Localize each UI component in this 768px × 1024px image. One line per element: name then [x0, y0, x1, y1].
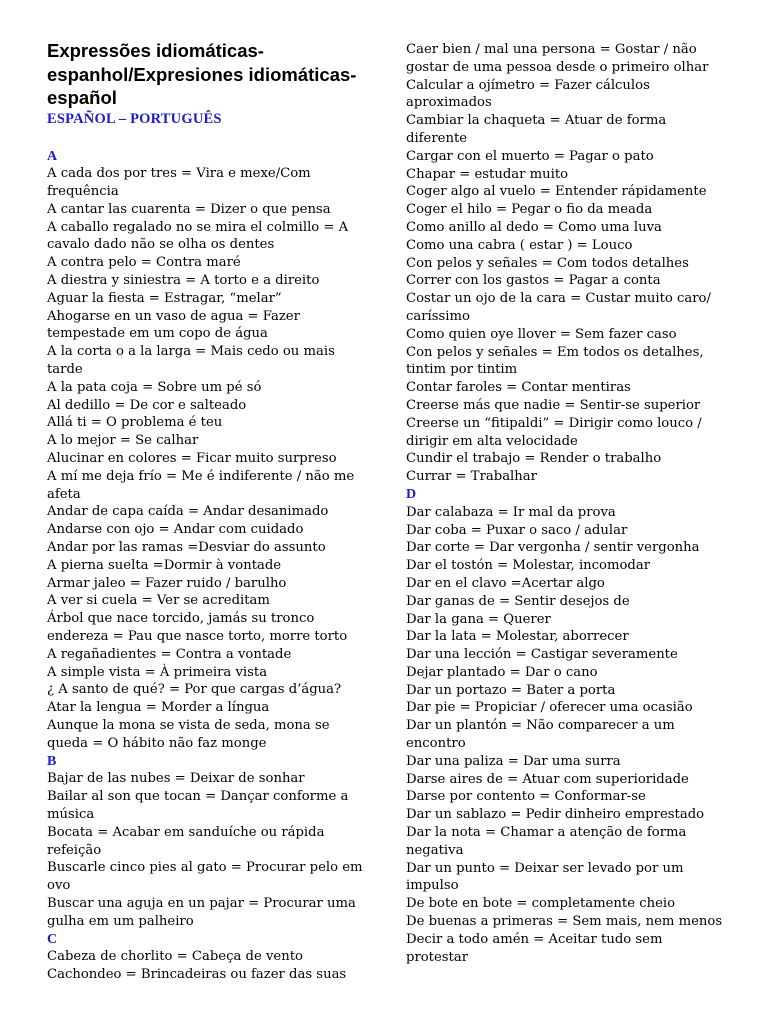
glossary-entry: Buscarle cinco pies al gato = Procurar pelo em ovo — [47, 860, 363, 894]
entry-list — [47, 948, 365, 984]
section-letter: D — [406, 486, 417, 502]
document-subtitle: ESPAÑOL – PORTUGUÊS — [47, 110, 222, 127]
glossary-entry: De buenas a primeras = Sem mais, nem menos — [406, 914, 723, 930]
glossary-entry: A diestra y siniestra = A torto e a direito — [47, 273, 320, 289]
glossary-entry: Costar un ojo de la cara = Custar muito caro/ caríssimo — [406, 291, 711, 324]
glossary-section — [47, 931, 365, 984]
glossary-section — [47, 753, 365, 931]
glossary-entry: Cundir el trabajo = Render o trabalho — [406, 451, 662, 467]
glossary-entry: Bailar al son que tocan = Dançar conforme a música — [47, 789, 349, 822]
glossary-entry: Al dedillo = De cor e salteado — [47, 397, 247, 413]
glossary-entry: Dar calabaza = Ir mal da prova — [406, 504, 616, 520]
glossary-entry: A pierna suelta =Dormir à vontade — [47, 557, 282, 573]
glossary-entry: Cambiar la chaqueta = Atuar de forma diferente — [406, 113, 667, 146]
glossary-entry: Andarse con ojo = Andar com cuidado — [47, 522, 304, 538]
glossary-section — [406, 41, 728, 486]
glossary-entry: Ahogarse en un vaso de agua = Fazer tempestade em um copo de água — [47, 308, 300, 342]
glossary-entry: Coger algo al vuelo = Entender rápidamente — [406, 184, 707, 200]
glossary-entry: A mí me deja frío = Me é indiferente / não me afeta — [47, 468, 355, 502]
glossary-entry: A lo mejor = Se calhar — [47, 433, 199, 449]
entry-list — [47, 165, 365, 752]
glossary-entry: Creerse más que nadie = Sentir-se superior — [406, 397, 701, 413]
glossary-section — [406, 486, 728, 967]
glossary-entry: A regañadientes = Contra a vontade — [47, 646, 292, 662]
glossary-entry: Dar un sablazo = Pedir dinheiro emprestado — [406, 807, 705, 823]
glossary-entry: Dar la gana = Querer — [406, 611, 551, 627]
glossary-entry: Decir a todo amén = Aceitar tudo sem protestar — [406, 931, 663, 965]
glossary-entry: Cargar con el muerto = Pagar o pato — [406, 148, 654, 164]
glossary-entry: Buscar una aguja en un pajar = Procurar uma gulha em um palheiro — [47, 895, 356, 929]
section-letter: C — [47, 931, 58, 947]
glossary-entry: Aunque la mona se vista de seda, mona se queda = O hábito não faz monge — [47, 718, 330, 751]
glossary-entry: Andar de capa caída = Andar desanimado — [47, 504, 329, 520]
left-column — [47, 39, 365, 984]
glossary-entry: Allá ti = O problema é teu — [47, 415, 223, 431]
glossary-entry: Dar ganas de = Sentir desejos de — [406, 593, 630, 609]
glossary-entry: Dar corte = Dar vergonha / sentir vergonha — [406, 540, 700, 556]
right-column — [406, 41, 728, 966]
glossary-entry: Dar coba = Puxar o saco / adular — [406, 522, 628, 538]
glossary-entry: Bocata = Acabar em sanduíche ou rápida refeição — [47, 824, 325, 858]
glossary-entry: ¿ A santo de qué? = Por que cargas d’água? — [47, 682, 342, 698]
glossary-entry: A cada dos por tres = Vira e mexe/Com frequência — [47, 166, 311, 200]
glossary-entry: Árbol que nace torcido, jamás su tronco endereza = Pau que nasce torto, morre torto — [47, 611, 348, 645]
glossary-entry: Creerse un “fitipaldi” = Dirigir como louco / dirigir em alta velocidade — [406, 415, 702, 449]
glossary-entry: A la pata coja = Sobre um pé só — [47, 379, 262, 395]
glossary-entry: A la corta o a la larga = Mais cedo ou mais tarde — [47, 344, 335, 378]
glossary-entry: Atar la lengua = Morder a língua — [47, 700, 270, 716]
glossary-entry: Dar un portazo = Bater a porta — [406, 682, 616, 698]
glossary-entry: Calcular a ojímetro = Fazer cálculos aproximados — [406, 77, 650, 111]
glossary-entry: Dar la lata = Molestar, aborrecer — [406, 629, 629, 645]
glossary-entry: Caer bien / mal una persona = Gostar / não gostar de uma pessoa desde o primeiro olhar — [406, 42, 709, 75]
glossary-entry: Contar faroles = Contar mentiras — [406, 380, 631, 396]
section-letter: A — [47, 148, 58, 164]
glossary-entry: Correr con los gastos = Pagar a conta — [406, 273, 661, 289]
glossary-entry: Dejar plantado = Dar o cano — [406, 664, 598, 680]
section-letter: B — [47, 753, 57, 769]
glossary-entry: Dar en el clavo =Acertar algo — [406, 575, 605, 591]
glossary-entry: Como quien oye llover = Sem fazer caso — [406, 326, 677, 342]
glossary-entry: Andar por las ramas =Desviar do assunto — [47, 540, 326, 556]
glossary-entry: Armar jaleo = Fazer ruido / barulho — [47, 575, 287, 591]
glossary-entry: Alucinar en colores = Ficar muito surpreso — [47, 451, 337, 467]
glossary-entry: A simple vista = À primeira vista — [47, 664, 268, 680]
glossary-entry: Darse aires de = Atuar com superioridade — [406, 771, 689, 787]
glossary-entry: Dar el tostón = Molestar, incomodar — [406, 558, 651, 574]
glossary-entry: Dar pie = Propiciar / oferecer uma ocasião — [406, 700, 693, 716]
glossary-entry: A contra pelo = Contra maré — [47, 255, 241, 271]
document-title: Expressões idiomáticas-espanhol/Expresiones idiomáticas-español — [47, 40, 357, 108]
glossary-entry: A ver si cuela = Ver se acreditam — [47, 593, 270, 609]
glossary-entry: Currar = Trabalhar — [406, 469, 537, 485]
glossary-entry: Chapar = estudar muito — [406, 166, 569, 182]
glossary-entry: De bote en bote = completamente cheio — [406, 896, 676, 912]
glossary-entry: Como anillo al dedo = Como uma luva — [406, 219, 662, 235]
glossary-entry: Dar la nota = Chamar a atenção de forma negativa — [406, 825, 687, 858]
glossary-entry: Como una cabra ( estar ) = Louco — [406, 237, 633, 253]
glossary-entry: Cachondeo = Brincadeiras ou fazer das suas — [47, 967, 347, 983]
glossary-entry: Dar una paliza = Dar uma surra — [406, 753, 621, 769]
entry-list — [406, 504, 728, 967]
glossary-entry: Cabeza de chorlito = Cabeça de vento — [47, 949, 303, 965]
entry-list — [47, 770, 365, 930]
glossary-entry: Dar un punto = Deixar ser levado por um impulso — [406, 860, 684, 894]
glossary-entry: Coger el hilo = Pegar o fio da meada — [406, 202, 653, 218]
left-sections — [47, 148, 365, 984]
glossary-entry: Darse por contento = Conformar-se — [406, 789, 646, 805]
glossary-entry: Bajar de las nubes = Deixar de sonhar — [47, 771, 305, 787]
glossary-entry: Dar un plantón = Não comparecer a um encontro — [406, 718, 675, 752]
right-sections — [406, 41, 728, 966]
entry-list — [406, 41, 728, 486]
glossary-entry: A cantar las cuarenta = Dizer o que pensa — [47, 201, 331, 217]
glossary-entry: Aguar la fiesta = Estragar, “melar” — [47, 290, 282, 306]
glossary-entry: Con pelos y señales = Em todos os detalhes, tintim por tintim — [406, 344, 704, 378]
glossary-entry: Con pelos y señales = Com todos detalhes — [406, 255, 689, 271]
glossary-entry: Dar una lección = Castigar severamente — [406, 647, 678, 663]
glossary-section — [47, 148, 365, 753]
glossary-entry: A caballo regalado no se mira el colmillo = A cavalo dado não se olha os dentes — [47, 219, 349, 253]
